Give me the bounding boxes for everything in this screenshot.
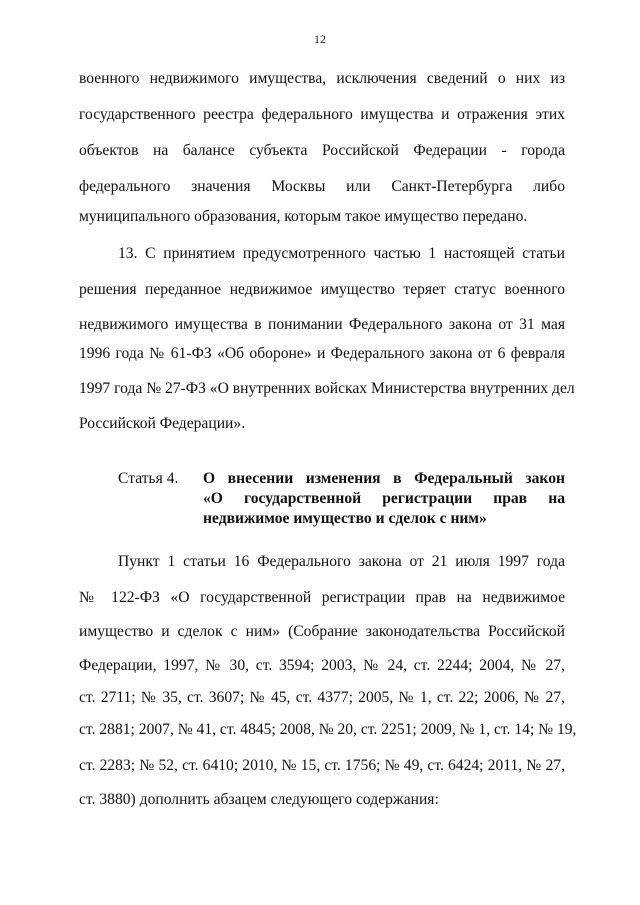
text-line: федерального значения Москвы или Санкт-Петербурга либо — [79, 178, 565, 195]
text-line: Российской Федерации». — [79, 415, 246, 432]
article-label: Статья 4. — [118, 470, 179, 487]
text-line: № 122-ФЗ «О государственной регистрации прав на недвижимое — [79, 589, 565, 606]
text-line: государственного реестра федерального имущества и отражения этих — [79, 106, 565, 123]
text-line: Пункт 1 статьи 16 Федерального закона от 21 июля 1997 года — [118, 553, 565, 570]
text-line: объектов на балансе субъекта Российской Федерации - города — [79, 142, 565, 159]
text-line: муниципального образования, которым такое имущество передано. — [79, 208, 528, 225]
article-title-line: недвижимое имущество и сделок с ним» — [203, 510, 487, 527]
text-line: ст. 3880) дополнить абзацем следующего содержания: — [79, 791, 439, 808]
text-line: 1996 года № 61-ФЗ «Об обороне» и Федерального закона от 6 февраля — [79, 345, 565, 362]
text-line: ст. 2711; № 35, ст. 3607; № 45, ст. 4377; 2005, № 1, ст. 22; 2006, № 27, — [79, 689, 565, 706]
text-line: недвижимого имущества в понимании Федерального закона от 31 мая — [79, 316, 565, 333]
text-line: Федерации, 1997, № 30, ст. 3594; 2003, № 24, ст. 2244; 2004, № 27, — [79, 657, 565, 674]
text-line: ст. 2283; № 52, ст. 6410; 2010, № 15, ст. 1756; № 49, ст. 6424; 2011, № 27, — [79, 757, 565, 774]
page-number: 12 — [314, 32, 326, 46]
text-line: решения переданное недвижимое имущество теряет статус военного — [79, 281, 565, 298]
text-line: ст. 2881; 2007, № 41, ст. 4845; 2008, № 20, ст. 2251; 2009, № 1, ст. 14; № 19, — [79, 721, 577, 738]
article-title-line: О внесении изменения в Федеральный закон — [203, 470, 565, 487]
text-line: 13. С принятием предусмотренного частью 1 настоящей статьи — [118, 245, 565, 262]
text-line: имущество и сделок с ним» (Собрание законодательства Российской — [79, 623, 565, 640]
article-title-line: «О государственной регистрации прав на — [203, 490, 565, 507]
text-line: 1997 года № 27-ФЗ «О внутренних войсках Министерства внутренних дел — [79, 380, 575, 397]
text-line: военного недвижимого имущества, исключения сведений о них из — [79, 70, 565, 87]
